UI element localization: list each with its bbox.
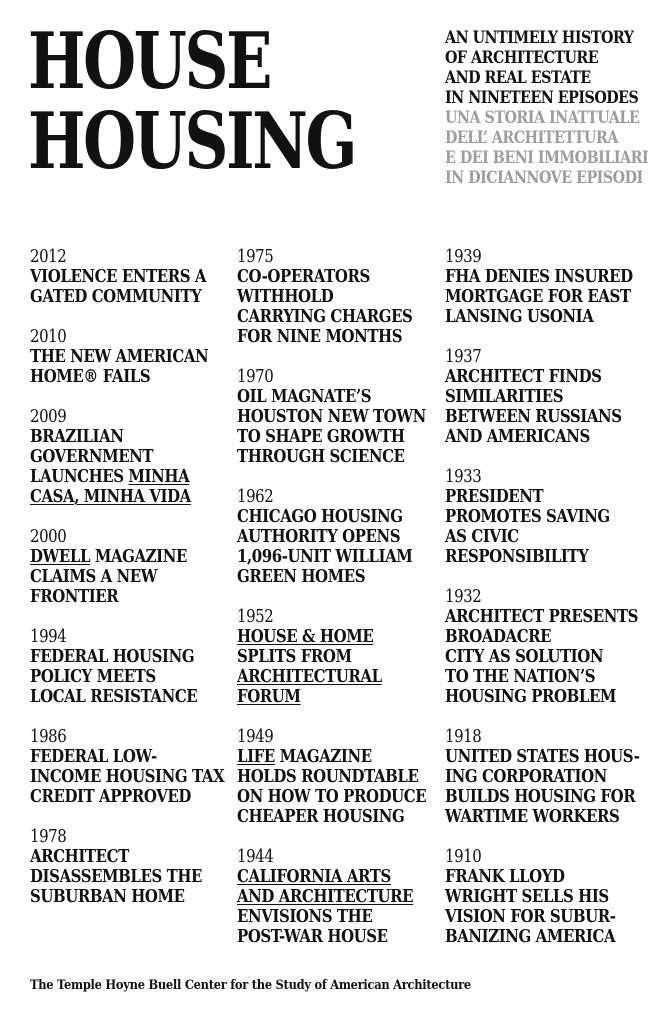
episode-headline-line [30, 867, 224, 887]
episode-headline-text: WITHHOLD [237, 286, 334, 307]
subtitle-it-line: E DEI BENI IMMOBILIARI [445, 148, 649, 168]
episode-headline-text: CO-OPERATORS [237, 266, 370, 287]
episode-year: 1918 [445, 726, 482, 747]
episode-headline-text: AND AMERICANS [445, 426, 590, 447]
episode-headline-line [237, 647, 426, 667]
episode-headline-line [237, 547, 426, 567]
episode-year: 1994 [30, 626, 67, 647]
episode-headline-text: FRANK LLOYD [445, 866, 565, 887]
episode-entry [30, 827, 224, 907]
episode-headline-line [445, 547, 640, 567]
episode-headline-line [30, 287, 224, 307]
episode-headline-text: POLICY MEETS [30, 666, 156, 687]
episode-headline-line [30, 567, 224, 587]
episode-year: 1978 [30, 826, 67, 847]
subtitle-it-line: IN DICIANNOVE EPISODI [445, 168, 643, 188]
episode-underlined-title: ARCHITECTURAL [237, 666, 382, 687]
episode-headline-text: FEDERAL LOW- [30, 746, 157, 767]
episode-entry [237, 367, 426, 467]
episode-headline-line [237, 907, 426, 927]
episode-entry [445, 587, 640, 707]
episode-headline-line [237, 407, 426, 427]
episode-headline-text: GREEN HOMES [237, 566, 366, 587]
episode-entry [237, 727, 426, 827]
episode-entry [237, 607, 426, 707]
episode-column-1 [30, 247, 264, 927]
episode-year: 1970 [237, 366, 274, 387]
episode-headline-text: ARCHITECT PRESENTS [445, 606, 639, 627]
episode-headline-text: POST-WAR HOUSE [237, 926, 388, 947]
episode-headline-text: MAGAZINE [90, 546, 187, 567]
episode-headline-line [445, 687, 640, 707]
episode-headline-line [445, 287, 640, 307]
episode-headline-text: HOUSTON NEW TOWN [237, 406, 426, 427]
episode-headline-text: DISASSEMBLES THE [30, 866, 202, 887]
episode-headline-line [237, 307, 426, 327]
episode-headline-text: GATED COMMUNITY [30, 286, 202, 307]
episode-headline-line [30, 587, 224, 607]
episode-headline-text: CHICAGO HOUSING [237, 506, 403, 527]
episode-headline-text: THROUGH SCIENCE [237, 446, 405, 467]
episode-underlined-title: FORUM [237, 686, 301, 707]
episode-headline-line [30, 887, 224, 907]
subtitle-it-line: DELL’ ARCHITETTURA [445, 128, 618, 148]
episode-year: 2012 [30, 246, 67, 267]
subtitle-en-line: AN UNTIMELY HISTORY [445, 28, 634, 48]
episode-headline-text: OIL MAGNATE’S [237, 386, 372, 407]
episode-headline-line [237, 927, 426, 947]
episode-headline-text: ON HOW TO PRODUCE [237, 786, 427, 807]
episode-headline-text: FOR NINE MONTHS [237, 326, 403, 347]
episode-headline-text: SUBURBAN HOME [30, 886, 185, 907]
episode-headline-text: LANSING USONIA [445, 306, 594, 327]
episode-headline-text: WRIGHT SELLS HIS [445, 886, 609, 907]
episode-headline-line [237, 787, 426, 807]
episode-headline-line [445, 407, 640, 427]
episode-headline-text: MORTGAGE FOR EAST [445, 286, 631, 307]
episode-headline-text: MAGAZINE [274, 746, 372, 767]
episode-headline-text: FRONTIER [30, 586, 119, 607]
episode-headline-line [445, 627, 640, 647]
episode-year: 1937 [445, 346, 482, 367]
episode-year: 1952 [237, 606, 274, 627]
episode-headline-line [30, 767, 224, 787]
episode-headline-text: BROADACRE [445, 626, 552, 647]
episode-headline-line [30, 667, 224, 687]
episode-headline-text: WARTIME WORKERS [445, 806, 620, 827]
episode-entry [445, 247, 640, 327]
episode-headline-text: PRESIDENT [445, 486, 544, 507]
episode-headline-line [237, 867, 426, 887]
episode-headline-line [445, 507, 640, 527]
episode-headline-text: CREDIT APPROVED [30, 786, 191, 807]
episode-underlined-title: DWELL [30, 546, 91, 567]
episode-headline-text: HOME® FAILS [30, 366, 151, 387]
episode-headline-line [445, 907, 640, 927]
episode-entry [30, 327, 224, 387]
episode-headline-line [445, 647, 640, 667]
subtitle-en-line: AND REAL ESTATE [445, 68, 591, 88]
episode-headline-line [30, 347, 224, 367]
episode-headline-line [445, 387, 640, 407]
episode-headline-text: PROMOTES SAVING [445, 506, 610, 527]
episode-year: 1944 [237, 846, 274, 867]
episode-headline-text: CHEAPER HOUSING [237, 806, 405, 827]
episode-headline-line [445, 867, 640, 887]
episode-entry [237, 247, 426, 347]
episode-entry [445, 347, 640, 447]
episode-headline-line [30, 427, 224, 447]
episode-underlined-title: CASA, MINHA VIDA [30, 486, 191, 507]
episode-entry [445, 727, 640, 827]
episode-headline-line [237, 747, 426, 767]
episode-headline-line [30, 487, 224, 507]
episode-headline-text: BUILDS HOUSING FOR [445, 786, 636, 807]
episode-year: 1962 [237, 486, 274, 507]
episode-headline-text: HOLDS ROUNDTABLE [237, 766, 419, 787]
episode-headline-line [237, 667, 426, 687]
episode-entry [30, 527, 224, 607]
episode-underlined-title: LIFE [237, 746, 275, 767]
episode-headline-line [30, 447, 224, 467]
episode-headline-line [445, 427, 640, 447]
episode-column-3 [445, 247, 663, 967]
episode-headline-text: FEDERAL HOUSING [30, 646, 195, 667]
episode-headline-line [237, 507, 426, 527]
episode-entry [445, 467, 640, 567]
episode-headline-text: CARRYING CHARGES [237, 306, 413, 327]
episode-headline-text: BANIZING AMERICA [445, 926, 616, 947]
episode-headline-line [237, 687, 426, 707]
episode-headline-text: TO THE NATION’S [445, 666, 596, 687]
title-line-1: HOUSE [28, 16, 271, 107]
episode-headline-line [445, 307, 640, 327]
episode-year: 2000 [30, 526, 67, 547]
episode-headline-line [445, 767, 640, 787]
episode-headline-line [445, 787, 640, 807]
episode-headline-text: 1,096-UNIT WILLIAM [237, 546, 413, 567]
episode-headline-text: HOUSING PROBLEM [445, 686, 617, 707]
page-title [28, 16, 356, 187]
episode-headline-text: TO SHAPE GROWTH [237, 426, 405, 447]
episode-headline-line [445, 887, 640, 907]
episode-entry [30, 627, 224, 707]
episode-headline-text: AUTHORITY OPENS [237, 526, 401, 547]
episode-headline-text: RESPONSIBILITY [445, 546, 589, 567]
footer-credit: The Temple Hoyne Buell Center for the Study of American Architecture [30, 978, 471, 993]
episode-headline-text: VISION FOR SUBUR- [445, 906, 616, 927]
episode-headline-text: SIMILARITIES [445, 386, 564, 407]
episode-headline-line [237, 327, 426, 347]
episode-year: 2009 [30, 406, 67, 427]
episode-headline-text: LOCAL RESISTANCE [30, 686, 198, 707]
episode-headline-line [30, 787, 224, 807]
episode-entry [30, 247, 224, 307]
episode-underlined-title: AND ARCHITECTURE [237, 886, 414, 907]
episode-headline-line [445, 807, 640, 827]
episode-entry [30, 407, 224, 507]
episode-entry [30, 727, 224, 807]
episode-headline-line [445, 487, 640, 507]
episode-headline-line [30, 467, 224, 487]
episode-headline-line [237, 627, 426, 647]
episode-headline-text: THE NEW AMERICAN [30, 346, 209, 367]
episode-headline-line [237, 427, 426, 447]
episode-headline-line [30, 547, 224, 567]
episode-headline-line [237, 807, 426, 827]
episode-year: 1986 [30, 726, 67, 747]
episode-headline-line [237, 567, 426, 587]
episode-year: 1932 [445, 586, 482, 607]
episode-headline-line [445, 747, 640, 767]
episode-year: 1975 [237, 246, 274, 267]
episode-headline-text: LAUNCHES [30, 466, 129, 487]
episode-headline-text: BETWEEN RUSSIANS [445, 406, 622, 427]
episode-headline-text: AS CIVIC [445, 526, 519, 547]
episode-headline-line [237, 287, 426, 307]
episode-entry [445, 847, 640, 947]
episode-headline-text: CITY AS SOLUTION [445, 646, 604, 667]
episode-headline-line [237, 527, 426, 547]
episode-headline-text: FHA DENIES INSURED [445, 266, 633, 287]
episode-headline-text: GOVERNMENT [30, 446, 154, 467]
episode-headline-line [445, 367, 640, 387]
episode-headline-text: ARCHITECT FINDS [445, 366, 602, 387]
subtitle-block [445, 28, 648, 188]
episode-underlined-title: CALIFORNIA ARTS [237, 866, 391, 887]
episode-headline-line [445, 607, 640, 627]
episode-headline-text: UNITED STATES HOUS- [445, 746, 640, 767]
episode-headline-line [445, 667, 640, 687]
episode-headline-text: BRAZILIAN [30, 426, 124, 447]
episode-column-2 [237, 247, 465, 967]
episode-headline-line [445, 527, 640, 547]
episode-headline-text: CLAIMS A NEW [30, 566, 158, 587]
episode-year: 2010 [30, 326, 67, 347]
episode-year: 1949 [237, 726, 274, 747]
subtitle-en-line: IN NINETEEN EPISODES [445, 88, 639, 108]
episode-headline-text: VIOLENCE ENTERS A [30, 266, 207, 287]
subtitle-en-line: OF ARCHITECTURE [445, 48, 599, 68]
episode-headline-line [237, 447, 426, 467]
episode-headline-line [237, 887, 426, 907]
episode-underlined-title: HOUSE & HOME [237, 626, 374, 647]
episode-underlined-title: MINHA [128, 466, 190, 487]
episode-headline-text: ARCHITECT [30, 846, 129, 867]
episode-headline-line [237, 267, 426, 287]
episode-headline-line [445, 927, 640, 947]
episode-headline-text: ING CORPORATION [445, 766, 607, 787]
episode-year: 1939 [445, 246, 482, 267]
episode-headline-line [237, 767, 426, 787]
episode-year: 1910 [445, 846, 482, 867]
episode-entry [237, 487, 426, 587]
episode-headline-line [30, 847, 224, 867]
episode-headline-line [30, 647, 224, 667]
episode-headline-line [30, 747, 224, 767]
episode-headline-text: ENVISIONS THE [237, 906, 373, 927]
subtitle-it-line: UNA STORIA INATTUALE [445, 108, 640, 128]
episode-headline-line [30, 367, 224, 387]
episode-headline-line [30, 267, 224, 287]
episode-headline-line [30, 687, 224, 707]
episode-year: 1933 [445, 466, 482, 487]
episode-headline-text: INCOME HOUSING TAX [30, 766, 225, 787]
episode-headline-line [445, 267, 640, 287]
episode-entry [237, 847, 426, 947]
episode-headline-line [237, 387, 426, 407]
title-line-2: HOUSING [28, 96, 356, 187]
episode-headline-text: SPLITS FROM [237, 646, 352, 667]
